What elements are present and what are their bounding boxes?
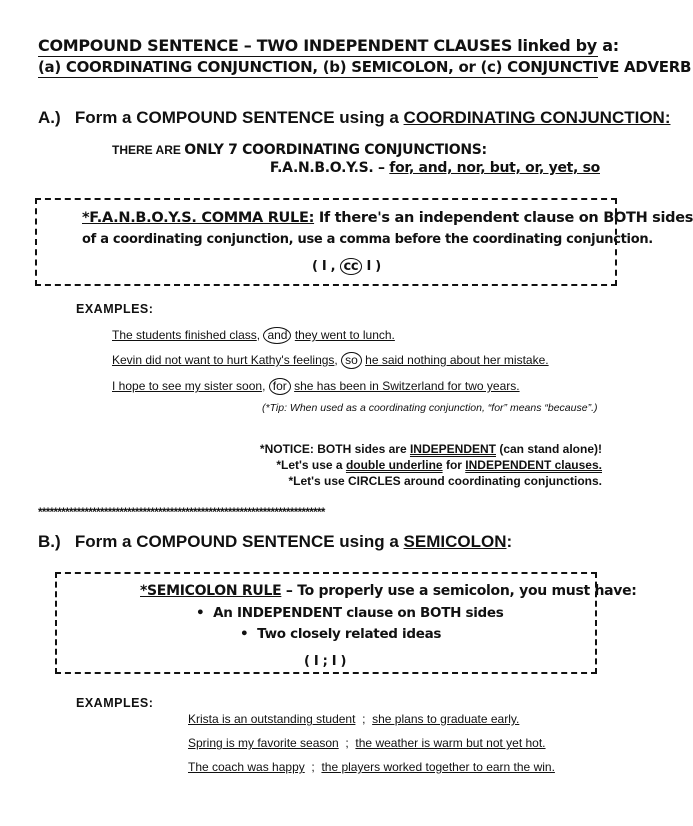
section-b-heading-colon: :: [506, 532, 513, 551]
example-clause: I hope to see my sister soon: [112, 379, 263, 393]
fanboys-rule-formula: [312, 258, 381, 275]
example-sep: ,: [262, 379, 266, 393]
formula-left: ( I ,: [312, 259, 340, 274]
examples-label-a: EXAMPLES:: [76, 302, 154, 316]
example-clause: they went to lunch.: [294, 328, 395, 342]
title-underline-1: [38, 56, 598, 57]
example-sep: ,: [256, 328, 261, 342]
notice-2-d: INDEPENDENT clauses.: [465, 458, 602, 472]
example-clause: Krista is an outstanding student: [188, 712, 356, 726]
notice-1-a: *NOTICE: BOTH sides are: [259, 442, 410, 456]
example-a-2: [112, 352, 549, 369]
page-title: COMPOUND SENTENCE – TWO INDEPENDENT CLAUSES linked by a:: [38, 36, 619, 55]
there-are-label: THERE ARE: [112, 143, 181, 157]
example-clause: the players worked together to earn the win.: [321, 760, 555, 774]
fanboys-list: for, and, nor, but, or, yet, so: [389, 160, 600, 176]
example-clause: The students finished class: [112, 328, 257, 342]
semicolon-formula: ( I ; I ): [304, 654, 347, 669]
example-clause: she plans to graduate early.: [372, 712, 520, 726]
section-a-heading-emph: COORDINATING CONJUNCTION:: [403, 108, 671, 127]
example-cc: for: [269, 378, 291, 395]
notice-1-c: (can stand alone)!: [495, 442, 602, 456]
examples-label-b: EXAMPLES:: [76, 696, 154, 710]
fanboys-rule-line1: [82, 210, 693, 226]
tip-text: (*Tip: When used as a coordinating conjunction, “for” means “because”.): [262, 402, 598, 414]
fanboys-rule-title: *F.A.N.B.O.Y.S. COMMA RULE:: [82, 210, 315, 226]
example-b-2: [188, 736, 546, 750]
notice-2: [276, 458, 602, 472]
bullet-icon: •: [240, 626, 258, 642]
formula-cc: cc: [340, 258, 363, 275]
formula-right: I ): [362, 259, 381, 274]
example-clause: Spring is my favorite season: [188, 736, 339, 750]
fanboys-prefix: F.A.N.B.O.Y.S. –: [269, 160, 390, 176]
example-sep: ;: [311, 760, 315, 774]
section-b-heading-emph: SEMICOLON: [403, 532, 507, 551]
semicolon-rule-line: [140, 583, 637, 599]
example-sep: ,: [334, 353, 338, 367]
notice-2-c: for: [442, 458, 466, 472]
example-b-1: [188, 712, 519, 726]
title-underline-2: [38, 77, 598, 78]
example-sep: ;: [362, 712, 366, 726]
example-clause: she has been in Switzerland for two years.: [294, 379, 520, 393]
example-cc: so: [341, 352, 362, 369]
semicolon-bullet-1: [196, 605, 504, 621]
example-a-1: [112, 327, 395, 344]
example-clause: Kevin did not want to hurt Kathy's feelings: [112, 353, 335, 367]
there-are-line: [112, 142, 487, 158]
example-cc: and: [263, 327, 291, 344]
example-b-3: [188, 760, 555, 774]
notice-3: *Let's use CIRCLES around coordinating conjunctions.: [288, 474, 602, 488]
section-b-heading-prefix: B.) Form a COMPOUND SENTENCE using a: [38, 532, 404, 551]
example-clause: the weather is warm but not yet hot.: [355, 736, 546, 750]
only-seven-label: ONLY 7 COORDINATING CONJUNCTIONS:: [184, 142, 487, 158]
section-a-heading: [38, 108, 671, 128]
section-a-heading-prefix: A.) Form a COMPOUND SENTENCE using a: [38, 108, 404, 127]
notice-1: [260, 442, 602, 456]
example-sep: ;: [345, 736, 349, 750]
notice-2-a: *Let's use a: [276, 458, 346, 472]
example-clause: he said nothing about her mistake.: [365, 353, 549, 367]
section-b-heading: [38, 532, 512, 552]
notice-1-b: INDEPENDENT: [409, 442, 496, 456]
fanboys-line: [270, 160, 600, 176]
bullet-icon: •: [196, 605, 214, 621]
example-a-3: [112, 378, 520, 395]
semicolon-bullet-2: [240, 626, 441, 642]
bullet-1-text: An INDEPENDENT clause on BOTH sides: [213, 605, 504, 621]
semicolon-rule-title: *SEMICOLON RULE: [140, 583, 282, 599]
asterisk-divider: **************************************************************************: [38, 507, 325, 519]
bullet-2-text: Two closely related ideas: [257, 626, 442, 642]
semicolon-rule-text: – To properly use a semicolon, you must have:: [281, 583, 637, 599]
example-clause: The coach was happy: [188, 760, 305, 774]
fanboys-rule-text1: If there's an independent clause on BOTH sides: [314, 210, 693, 226]
fanboys-rule-line2: of a coordinating conjunction, use a comma before the coordinating conjunction.: [82, 232, 653, 247]
page-subtitle: (a) COORDINATING CONJUNCTION, (b) SEMICOLON, or (c) CONJUNCTIVE ADVERB: [38, 58, 692, 76]
notice-2-b: double underline: [345, 458, 443, 472]
